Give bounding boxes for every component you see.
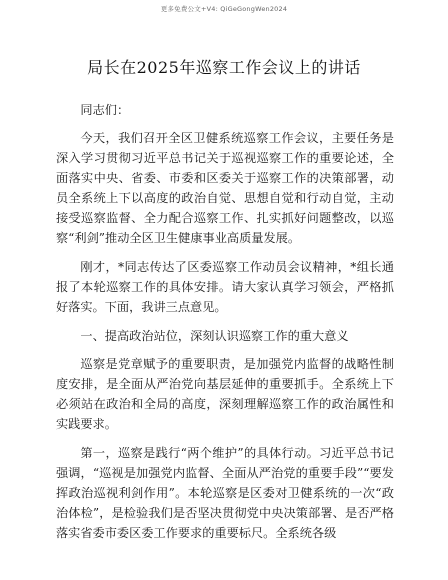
paragraph-transition: 刚才，*同志传达了区委巡察工作动员会议精神，*组长通报了本轮巡察工作的具体安排。请大家认真学习领会，严格抓好落实。下面，我讲三点意见。 xyxy=(56,260,394,314)
paragraph-opening: 今天，我们召开全区卫健系统巡察工作会议，主要任务是深入学习贯彻习近平总书记关于巡视巡察工作的重要论述，全面落实中央、省委、市委和区委关于巡察工作的决策部署，动员全系统上下以高度的政治自觉、思想自觉和行动自觉，主动接受巡察监督、全力配合巡察工作、扎实抓好问题整改，以巡察“利剑”推动全区卫生健康事业高质量发展。 xyxy=(56,131,394,245)
document-body xyxy=(56,100,394,552)
salutation: 同志们： xyxy=(80,103,130,117)
paragraph-section-1-point-1: 第一，巡察是践行“两个维护”的具体行动。习近平总书记强调，“巡视是加强党内监督、全面从严治党的重要手段”“要发挥政治巡视利剑作用”。本轮巡察是区委对卫健系统的一次“政治体检”，是检验我们是否坚决贯彻党中央决策部署、是否严格落实省委市委区委工作要求的重要标尺。全系统各级 xyxy=(56,446,394,540)
document-title: 局长在2025年巡察工作会议上的讲话 xyxy=(87,58,361,77)
section-heading-1: 一、提高政治站位，深刻认识巡察工作的重大意义 xyxy=(80,329,349,343)
paragraph-section-1-intro: 巡察是党章赋予的重要职责，是加强党内监督的战略性制度安排，是全面从严治党向基层延伸的重要抓手。全系统上下必须站在政治和全局的高度，深刻理解巡察工作的政治属性和实践要求。 xyxy=(56,357,394,431)
header-watermark-note: 更多免费公文+V4: QiGeGongWen2024 xyxy=(160,5,288,13)
